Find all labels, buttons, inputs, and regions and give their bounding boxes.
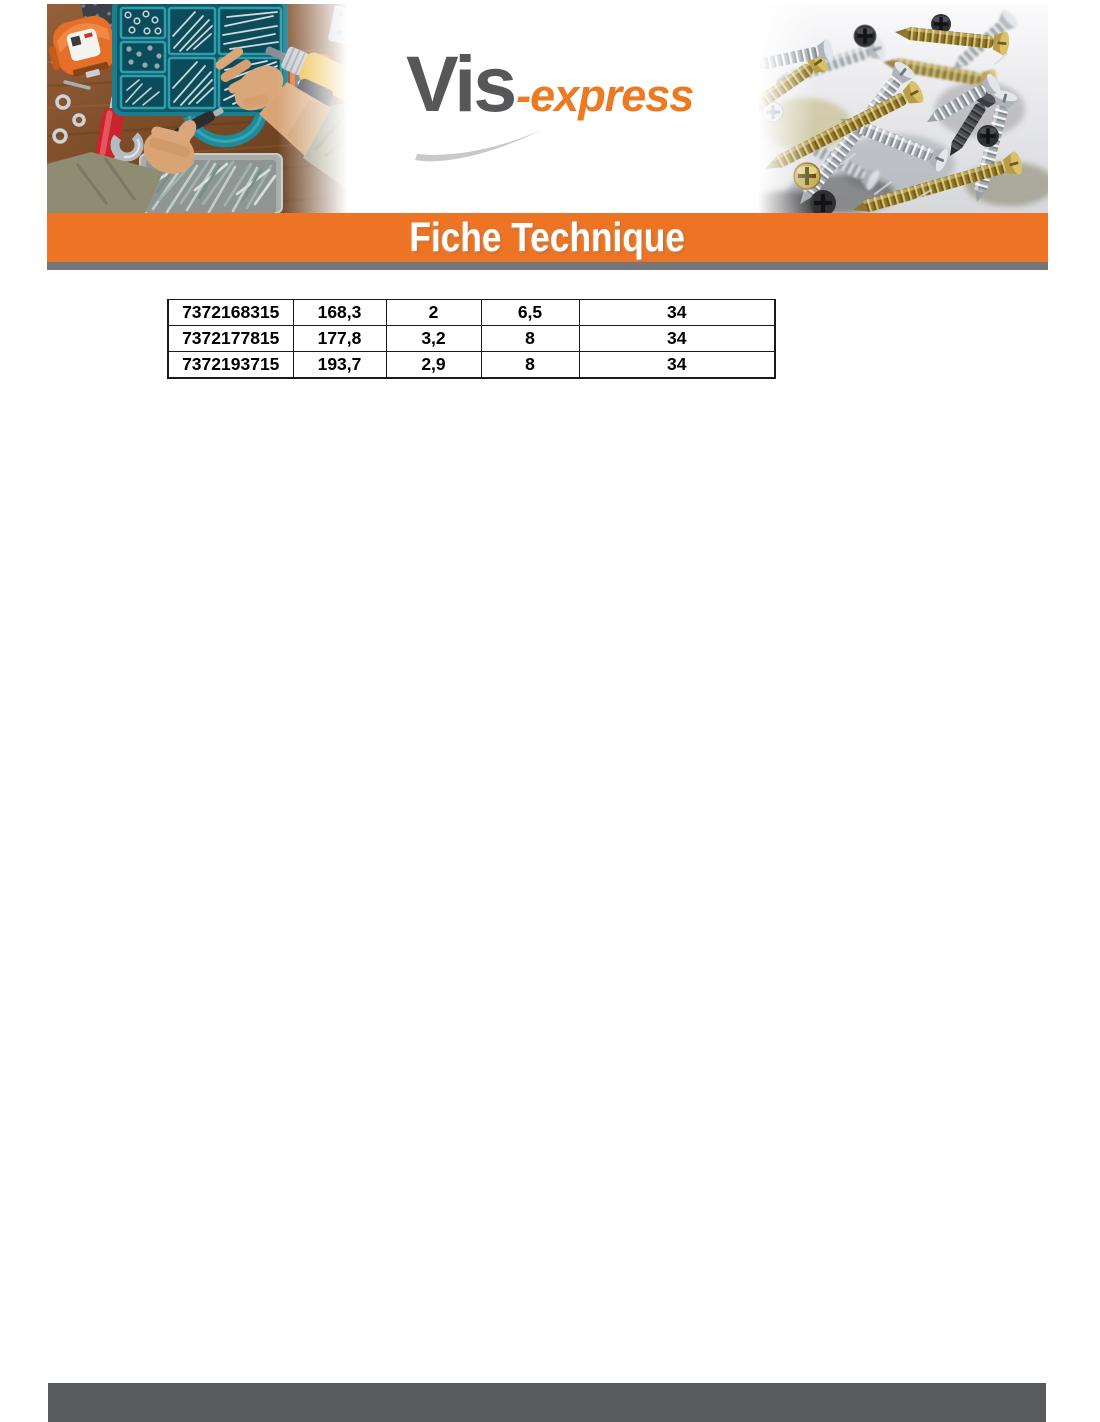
table-cell: 8: [481, 326, 579, 352]
screws-photo: [745, 4, 1048, 213]
table-cell: 8: [481, 352, 579, 379]
page-title: Fiche Technique: [409, 214, 686, 260]
workbench-photo: [47, 4, 363, 213]
table-cell: 34: [579, 352, 775, 379]
table-cell: 3,2: [386, 326, 481, 352]
spec-table: [167, 299, 776, 379]
screw-pile-illustration: [745, 4, 1048, 213]
vis-express-logo: [406, 39, 694, 128]
title-banner: [47, 213, 1048, 262]
table-cell: 7372177815: [168, 326, 293, 352]
footer-bar: [48, 1383, 1046, 1422]
banner-underline-bar: [47, 262, 1048, 270]
table-cell: 2,9: [386, 352, 481, 379]
logo-text-express: -express: [516, 70, 694, 121]
table-cell: 7372193715: [168, 352, 293, 379]
table-cell: 34: [579, 300, 775, 326]
workbench-illustration: [47, 4, 363, 213]
logo-swoosh: [413, 126, 547, 164]
table-cell: 34: [579, 326, 775, 352]
table-cell: 168,3: [293, 300, 386, 326]
table-cell: 6,5: [481, 300, 579, 326]
table-row: [168, 352, 775, 379]
table-cell: 177,8: [293, 326, 386, 352]
table-cell: 193,7: [293, 352, 386, 379]
table-cell: 7372168315: [168, 300, 293, 326]
table-row: [168, 300, 775, 326]
logo-text-vis: Vis: [406, 39, 515, 128]
table-row: [168, 326, 775, 352]
spec-table-body: [168, 300, 775, 379]
table-cell: 2: [386, 300, 481, 326]
